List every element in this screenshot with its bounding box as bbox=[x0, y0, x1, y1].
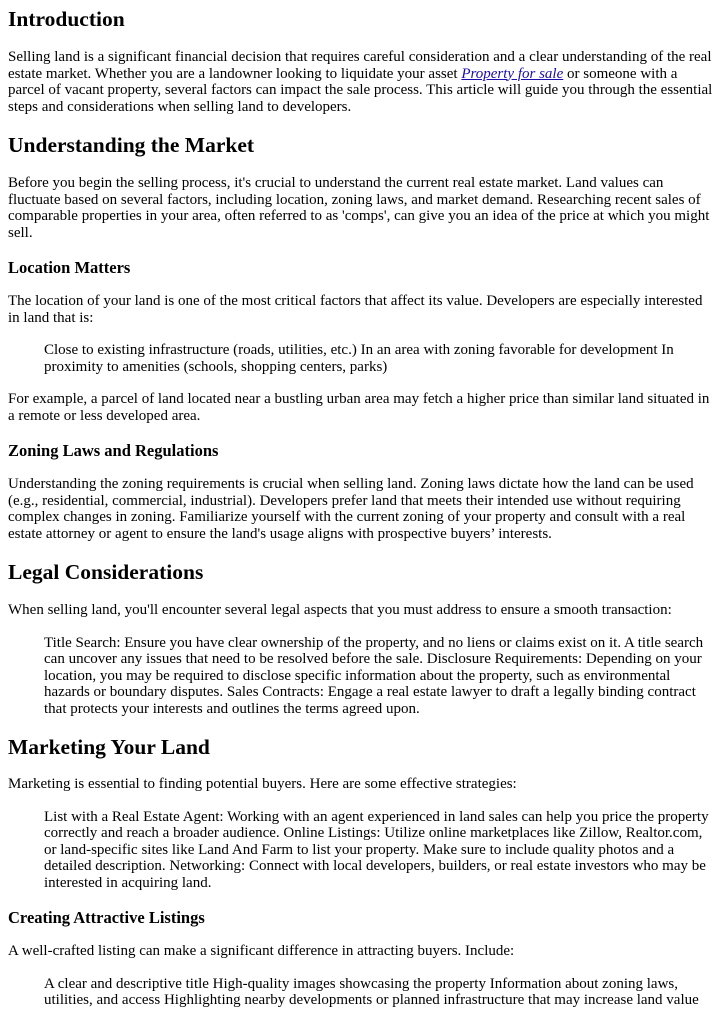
heading-introduction: Introduction bbox=[8, 7, 125, 31]
heading-marketing-your-land: Marketing Your Land bbox=[8, 735, 210, 759]
listings-quote: A clear and descriptive title High-quality images showcasing the property Information about zoning laws, utilities, and access Highlighting nearby developments or planned infrastructure that may increase land value bbox=[44, 975, 699, 1008]
legal-paragraph: When selling land, you'll encounter several legal aspects that you must address to ensure a smooth transaction: bbox=[8, 602, 672, 618]
legal-quote: Title Search: Ensure you have clear ownership of the property, and no liens or claims exist on it. A title search can uncover any issues that need to be resolved before the sale. Disclosure Requirements: Depending on your location, you may be required to disclose specific information about the property, such as environmental hazards or boundary disputes. Sales Contracts: Engage a real estate lawyer to draft a legally binding contract that protects your interests and outlines the terms agreed upon. bbox=[44, 634, 704, 717]
heading-location-matters: Location Matters bbox=[8, 258, 131, 277]
property-for-sale-link[interactable]: Property for sale bbox=[461, 65, 564, 82]
zoning-paragraph: Understanding the zoning requirements is crucial when selling land. Zoning laws dictate how the land can be used (e.g., residential, commercial, industrial). Developers prefer land that meets their intended use without requiring complex changes in zoning. Familiarize yourself with the current zoning of your property and consult with a real estate attorney or agent to ensure the land's usage aligns with prospective buyers’ interests. bbox=[8, 476, 694, 542]
intro-paragraph bbox=[8, 49, 713, 115]
listings-paragraph: A well-crafted listing can make a significant difference in attracting buyers. Include: bbox=[8, 943, 515, 959]
heading-creating-listings: Creating Attractive Listings bbox=[8, 908, 205, 927]
intro-text-before: Selling land is a significant financial decision that requires careful consideration and a clear understanding of the real estate market. Whether you are a landowner looking to liquidate your asset bbox=[8, 49, 712, 82]
heading-legal-considerations: Legal Considerations bbox=[8, 560, 204, 584]
intro-text-after: or someone with a parcel of vacant property, several factors can impact the sale process. This article will guide you through the essential steps and considerations when selling land to developers. bbox=[8, 65, 713, 115]
marketing-paragraph: Marketing is essential to finding potential buyers. Here are some effective strategies: bbox=[8, 776, 517, 792]
heading-understanding-market: Understanding the Market bbox=[8, 133, 255, 157]
article bbox=[0, 7, 720, 1009]
location-paragraph: The location of your land is one of the most critical factors that affect its value. Developers are especially interested in land that is: bbox=[8, 293, 703, 326]
heading-zoning-laws: Zoning Laws and Regulations bbox=[8, 441, 219, 460]
location-example-paragraph: For example, a parcel of land located near a bustling urban area may fetch a higher price than similar land situated in a remote or less developed area. bbox=[8, 391, 710, 424]
market-paragraph: Before you begin the selling process, it's crucial to understand the current real estate market. Land values can fluctuate based on several factors, including location, zoning laws, and market demand. Researching recent sales of comparable properties in your area, often referred to as 'comps', can give you an idea of the price at which you might sell. bbox=[8, 175, 710, 241]
location-quote: Close to existing infrastructure (roads, utilities, etc.) In an area with zoning favorable for development In proximity to amenities (schools, shopping centers, parks) bbox=[44, 342, 674, 375]
marketing-quote: List with a Real Estate Agent: Working with an agent experienced in land sales can help you price the property correctly and reach a broader audience. Online Listings: Utilize online marketplaces like Zillow, Realtor.com, or land-specific sites like Land And Farm to list your property. Make sure to include quality photos and a detailed description. Networking: Connect with local developers, builders, or real estate investors who may be interested in acquiring land. bbox=[44, 808, 709, 891]
